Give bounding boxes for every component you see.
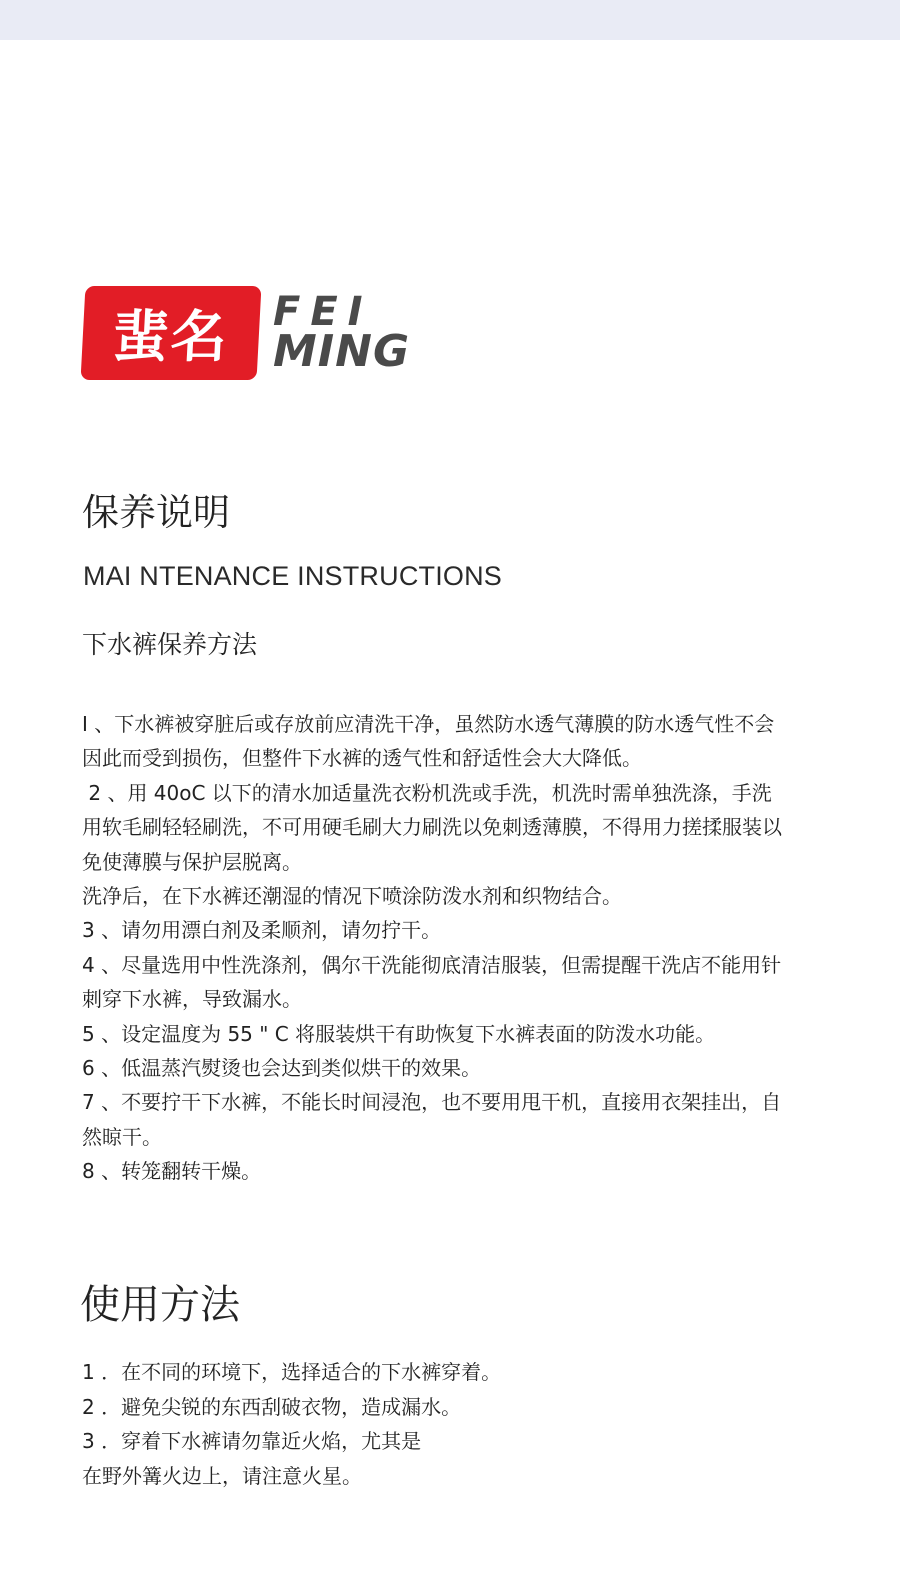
- maintenance-item: 7 、不要拧干下水裤，不能长时间浸泡，也不要用甩干机，直接用衣架挂出，自然晾干。: [82, 1090, 782, 1149]
- logo-en-line1: FEI: [273, 289, 373, 335]
- logo-en-line2: MING: [273, 326, 411, 377]
- usage-item: 3 ．穿着下水裤请勿靠近火焰，尤其是: [82, 1429, 422, 1453]
- usage-title: 使用方法: [80, 1282, 240, 1328]
- brand-logo: [83, 286, 443, 382]
- page-title: 保养说明: [82, 491, 230, 534]
- logo-en-text: [273, 289, 411, 377]
- maintenance-item: 洗净后，在下水裤还潮湿的情况下喷涂防泼水剂和织物结合。: [82, 884, 622, 909]
- maintenance-item: I 、下水裤被穿脏后或存放前应清洗干净，虽然防水透气薄膜的防水透气性不会因此而受到损伤，但整件下水裤的透气性和舒适性会大大降低。: [82, 712, 775, 771]
- maintenance-item: 4 、尽量选用中性洗涤剂，偶尔干洗能彻底清洁服装，但需提醒干洗店不能用针刺穿下水裤，导致漏水。: [82, 952, 782, 1012]
- maintenance-item: 8 、转笼翻转干燥。: [82, 1159, 262, 1184]
- section-subtitle: 下水裤保养方法: [82, 630, 258, 659]
- usage-item: 在野外篝火边上，请注意火星。: [82, 1463, 362, 1488]
- usage-list: [82, 1355, 782, 1493]
- logo-cn-text: 蜚名: [111, 305, 231, 370]
- maintenance-item: 2 、用 40oC 以下的清水加适量洗衣粉机洗或手洗，机洗时需单独洗涤，手洗用软毛刷轻轻刷洗，不可用硬毛刷大力刷洗以免刺透薄膜，不得用力搓揉服装以免使薄膜与保护层脱离。: [82, 780, 782, 874]
- maintenance-item: 3 、请勿用漂白剂及柔顺剂，请勿拧干。: [82, 918, 442, 943]
- usage-item: 1 ．在不同的环境下，选择适合的下水裤穿着。: [82, 1360, 502, 1384]
- maintenance-list: [82, 707, 782, 1189]
- page-title-en: MAI NTENANCE INSTRUCTIONS: [83, 561, 503, 591]
- top-bar: [0, 0, 900, 40]
- logo-badge: [81, 286, 262, 380]
- maintenance-item: 6 、低温蒸汽熨烫也会达到类似烘干的效果。: [82, 1056, 482, 1081]
- maintenance-item: 5 、设定温度为 55 " C 将服装烘干有助恢复下水裤表面的防泼水功能。: [82, 1021, 716, 1046]
- usage-item: 2 ．避免尖锐的东西刮破衣物，造成漏水。: [82, 1394, 462, 1419]
